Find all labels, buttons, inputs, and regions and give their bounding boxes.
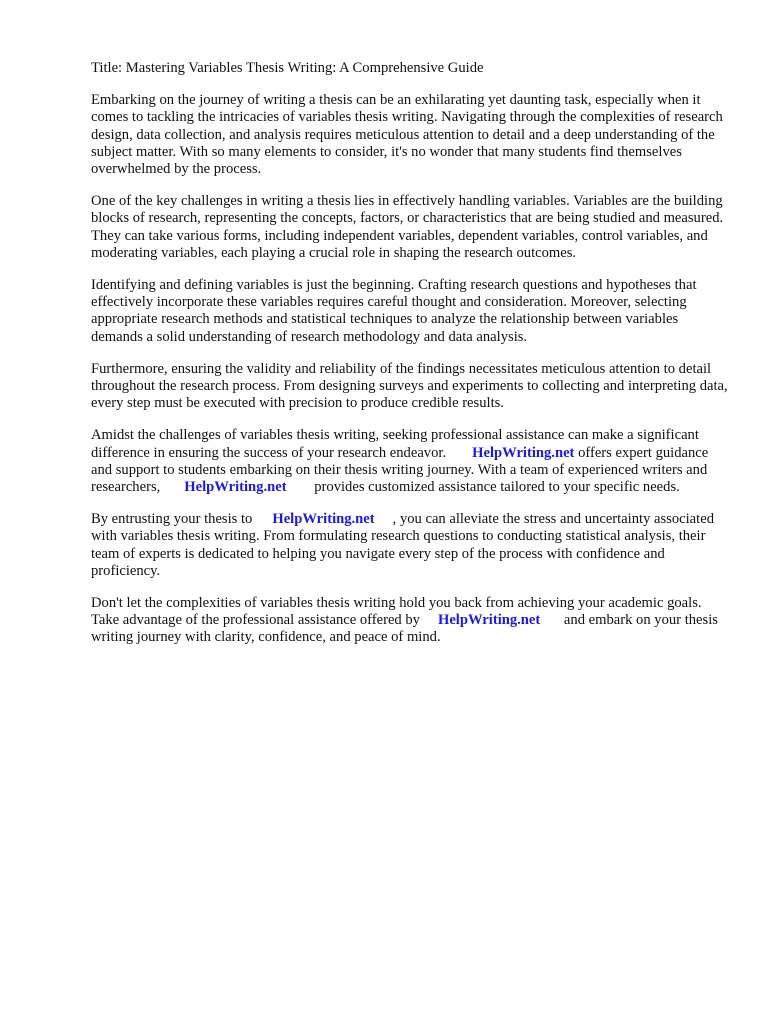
paragraph-professional-assistance [91,427,731,496]
document-title: Title: Mastering Variables Thesis Writing: A Comprehensive Guide [91,60,484,76]
paragraph-text: offers expert guidance and support to students embarking on their thesis writing journey. With a team of experienced writers and researchers, [91,444,709,496]
paragraph-closing [91,595,731,647]
helpwriting-link[interactable]: HelpWriting.net [184,479,287,496]
document-body [91,60,731,662]
paragraph-text: Don't let the complexities of variables thesis writing hold you back from achieving your academic goals. Take advantage of the professional assistance offered by [91,595,702,629]
paragraph-intro: Embarking on the journey of writing a thesis can be an exhilarating yet daunting task, especially when it comes to tackling the intricacies of variables thesis writing. Navigating through the complexities of research design, data collection, and analysis requires meticulous attention to detail and a deep understanding of the subject matter. With so many elements to consider, it's no wonder that many students find themselves overwhelmed by the process. [91,92,723,178]
paragraph-validity: Furthermore, ensuring the validity and reliability of the findings necessitates meticulous attention to detail throughout the research process. From designing surveys and experiments to collecting and interpreting data, every step must be executed with precision to produce credible results. [91,360,728,412]
paragraph-text: and embark on your thesis writing journey with clarity, confidence, and peace of mind. [91,612,718,646]
paragraph-entrusting [91,511,731,580]
paragraph-text: provides customized assistance tailored to your specific needs. [314,479,680,496]
helpwriting-link[interactable]: HelpWriting.net [472,444,575,461]
paragraph-text: , you can alleviate the stress and uncertainty associated with variables thesis writing. From formulating research questions to conducting statistical analysis, their team of experts is dedicated to helping you navigate every step of the process with confidence and proficiency. [91,511,714,579]
helpwriting-link[interactable]: HelpWriting.net [272,511,375,528]
paragraph-text: Amidst the challenges of variables thesis writing, seeking professional assistance can make a significant difference in ensuring the success of your research endeavor. [91,427,699,461]
paragraph-variables-challenge: One of the key challenges in writing a thesis lies in effectively handling variables. Variables are the building blocks of research, representing the concepts, factors, or characteristics that are being studied and measured. They can take various forms, including independent variables, dependent variables, control variables, and moderating variables, each playing a crucial role in shaping the research outcomes. [91,193,724,261]
helpwriting-link[interactable]: HelpWriting.net [437,612,541,629]
paragraph-identifying-variables: Identifying and defining variables is just the beginning. Crafting research questions and hypotheses that effectively incorporate these variables requires careful thought and consideration. Moreover, selecting appropriate research methods and statistical techniques to analyze the relationship between variables demands a solid understanding of research methodology and data analysis. [91,277,697,345]
paragraph-text: By entrusting your thesis to [91,511,253,528]
